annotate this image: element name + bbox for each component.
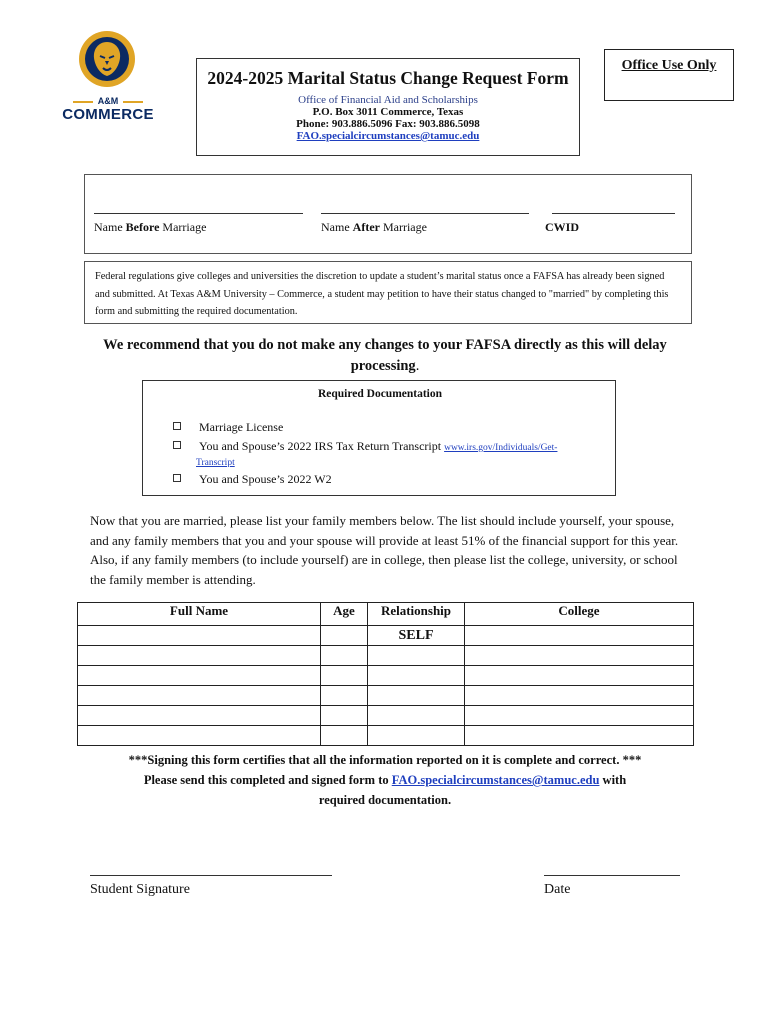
age-cell[interactable] xyxy=(321,666,368,686)
checkbox-icon xyxy=(173,441,181,449)
college-cell[interactable] xyxy=(465,646,694,666)
submission-instructions-end: required documentation. xyxy=(318,793,452,807)
date-field[interactable] xyxy=(544,875,680,876)
office-phone: Phone: 903.886.5096 Fax: 903.886.5098 xyxy=(296,118,480,130)
certification-line: ***Signing this form certifies that all the information reported on it is complete and correct. *** xyxy=(128,753,642,767)
age-cell[interactable] xyxy=(321,686,368,706)
office-use-only-box: Office Use Only xyxy=(604,49,734,101)
column-header-full-name: Full Name xyxy=(78,603,321,626)
irs-transcript-link[interactable]: www.irs.gov/Individuals/Get- xyxy=(444,443,558,453)
form-header xyxy=(196,58,580,156)
table-row xyxy=(78,686,694,706)
office-name: Office of Financial Aid and Scholarships xyxy=(298,94,478,106)
age-cell[interactable] xyxy=(321,726,368,746)
irs-transcript-link-continued[interactable]: Transcript xyxy=(196,458,235,468)
table-header-row xyxy=(78,603,694,626)
full-name-cell[interactable] xyxy=(78,686,321,706)
doc-item-marriage-license: Marriage License xyxy=(173,420,283,435)
full-name-cell[interactable] xyxy=(78,626,321,646)
cwid-field[interactable] xyxy=(552,213,675,214)
relationship-cell[interactable] xyxy=(368,666,465,686)
doc-item-tax-transcript: You and Spouse’s 2022 IRS Tax Return Transcript www.irs.gov/Individuals/Get- xyxy=(173,439,557,454)
table-row xyxy=(78,726,694,746)
table-row xyxy=(78,666,694,686)
relationship-cell[interactable] xyxy=(368,686,465,706)
column-header-college: College xyxy=(465,603,694,626)
lion-head-icon xyxy=(78,30,136,88)
name-before-label: Name Before Marriage xyxy=(94,220,207,234)
student-signature-field[interactable] xyxy=(90,875,332,876)
date-label: Date xyxy=(544,882,571,897)
office-email-link[interactable]: FAO.specialcircumstances@tamuc.edu xyxy=(296,130,480,142)
college-cell[interactable] xyxy=(465,626,694,646)
age-cell[interactable] xyxy=(321,706,368,726)
name-after-field[interactable] xyxy=(321,213,529,214)
cwid-label: CWID xyxy=(545,220,580,234)
doc-item-w2: You and Spouse’s 2022 W2 xyxy=(173,472,332,487)
form-title: 2024-2025 Marital Status Change Request Form xyxy=(207,68,569,88)
name-before-field[interactable] xyxy=(94,213,303,214)
university-logo xyxy=(62,30,154,124)
regulation-notice: Federal regulations give colleges and universities the discretion to update a student’s marital status once a FAFSA has already been signed and submitted. At Texas A&M University – Commerce, a student may petition to have their status changed to "married" by completing this form and submitting the required documentation. xyxy=(84,261,692,324)
logo-commerce-text: COMMERCE xyxy=(62,106,154,123)
table-row xyxy=(78,706,694,726)
relationship-cell[interactable] xyxy=(368,706,465,726)
college-cell[interactable] xyxy=(465,706,694,726)
name-after-label: Name After Marriage xyxy=(321,220,427,234)
college-cell[interactable] xyxy=(465,686,694,706)
age-cell[interactable] xyxy=(321,646,368,666)
column-header-relationship: Relationship xyxy=(368,603,465,626)
submission-email-link[interactable]: FAO.specialcircumstances@tamuc.edu xyxy=(391,773,600,787)
name-fields-box xyxy=(84,174,692,254)
relationship-cell: SELF xyxy=(368,626,465,646)
family-instructions: Now that you are married, please list your family members below. The list should include yourself, your spouse, and any family members that you and your spouse will provide at least 51% of the financial support for this year. Also, if any family members (to include yourself) are in college, then please list the college, university, or school the family member is attending. xyxy=(90,513,679,587)
full-name-cell[interactable] xyxy=(78,666,321,686)
checkbox-icon xyxy=(173,422,181,430)
full-name-cell[interactable] xyxy=(78,726,321,746)
checkbox-icon xyxy=(173,474,181,482)
table-row xyxy=(78,646,694,666)
college-cell[interactable] xyxy=(465,666,694,686)
student-signature-label: Student Signature xyxy=(90,882,190,897)
full-name-cell[interactable] xyxy=(78,706,321,726)
recommendation-notice: We recommend that you do not make any changes to your FAFSA directly as this will delay processing. xyxy=(103,337,667,374)
age-cell[interactable] xyxy=(321,626,368,646)
relationship-cell[interactable] xyxy=(368,646,465,666)
certification-statement xyxy=(90,750,680,810)
college-cell[interactable] xyxy=(465,726,694,746)
logo-am-text: A&M xyxy=(62,96,154,106)
relationship-cell[interactable] xyxy=(368,726,465,746)
full-name-cell[interactable] xyxy=(78,646,321,666)
family-members-table xyxy=(77,602,694,746)
column-header-age: Age xyxy=(321,603,368,626)
table-row xyxy=(78,626,694,646)
submission-instructions: Please send this completed and signed form to FAO.specialcircumstances@tamuc.edu with xyxy=(143,773,627,787)
office-address: P.O. Box 3011 Commerce, Texas xyxy=(312,106,464,118)
required-documentation-title: Required Documentation xyxy=(317,388,443,400)
required-documentation-box xyxy=(142,380,616,496)
